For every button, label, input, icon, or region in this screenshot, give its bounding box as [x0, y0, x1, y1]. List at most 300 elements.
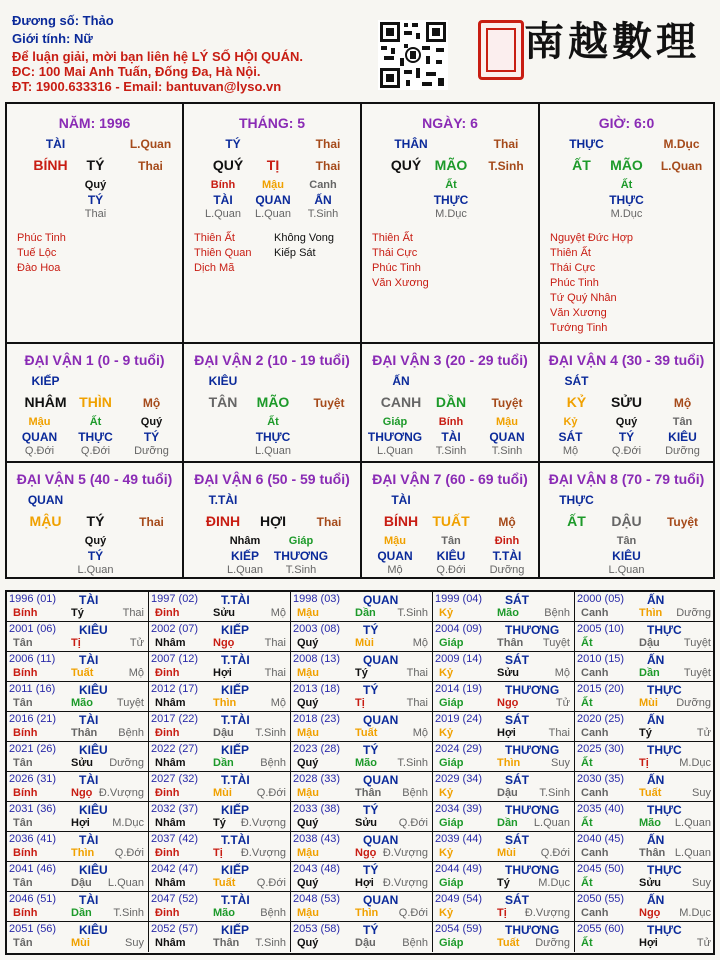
year-can: Quý: [297, 817, 319, 829]
year-can: Quý: [297, 637, 319, 649]
year-chi: Ngọ: [497, 697, 519, 709]
year-chi: Dần: [497, 817, 518, 829]
pillar-cell: [7, 104, 184, 344]
inauspicious-star: Kiếp Sát: [274, 247, 316, 259]
year-can: Canh: [581, 787, 609, 799]
year-star: ẤN: [647, 893, 665, 907]
hidden-can: Ất: [89, 416, 102, 428]
hidden-pos: T.Sinh: [285, 564, 317, 576]
pillar-cell: [540, 104, 713, 344]
dai-van-star: ẤN: [392, 374, 410, 388]
year-star: THƯƠNG: [505, 923, 560, 937]
year-cell: [575, 922, 715, 952]
year-label: 2018 (23): [293, 713, 341, 725]
year-can: Giáp: [439, 817, 464, 829]
pillar-ten-god: Thai: [315, 137, 341, 151]
hidden-can: Mậu: [496, 416, 518, 428]
year-chi: Mùi: [71, 937, 90, 949]
year-chi: Dậu: [71, 877, 92, 889]
year-label: 2009 (14): [435, 653, 483, 665]
year-cell: [149, 832, 291, 862]
year-can: Giáp: [439, 757, 464, 769]
dai-van-chi: DẦN: [435, 394, 467, 410]
year-cell: [291, 682, 433, 712]
year-label: 2000 (05): [577, 593, 625, 605]
year-cell: [291, 862, 433, 892]
year-cell: [7, 592, 149, 622]
address: ĐC: 100 Mai Anh Tuấn, Đống Đa, Hà Nội.: [12, 64, 261, 79]
year-can: Quý: [297, 877, 319, 889]
year-cell: [291, 622, 433, 652]
year-can: Bính: [13, 907, 38, 919]
dai-van-chi: THÌN: [79, 394, 112, 410]
year-chi: Hợi: [71, 817, 90, 829]
year-cell: [7, 712, 149, 742]
hidden-pos: L.Quan: [204, 208, 242, 220]
year-label: 2038 (43): [293, 833, 341, 845]
year-can: Quý: [297, 757, 319, 769]
year-cell: [149, 652, 291, 682]
hidden-star: THỰC: [609, 193, 644, 207]
year-star: TÀI: [79, 713, 99, 727]
year-star: KIẾP: [221, 923, 250, 937]
hidden-can: Ất: [620, 179, 633, 191]
year-label: 2055 (60): [577, 923, 625, 935]
year-position: Đ.Vượng: [240, 817, 286, 829]
hidden-can: Mậu: [384, 535, 406, 547]
year-position: L.Quan: [533, 817, 570, 829]
hidden-star: THƯƠNG: [273, 549, 329, 563]
year-can: Giáp: [439, 937, 464, 949]
year-can: Nhâm: [155, 697, 186, 709]
pillar-ten-god: M.Dục: [663, 137, 700, 151]
year-position: Suy: [692, 787, 711, 799]
pillar-star: THÂN: [394, 137, 428, 151]
year-chi: Mão: [213, 907, 235, 919]
dai-van-title: ĐẠI VẬN 2 (10 - 19 tuổi): [194, 352, 350, 368]
year-cell: [149, 622, 291, 652]
year-position: T.Sinh: [397, 607, 428, 619]
dai-van-star: THỰC: [559, 493, 594, 507]
year-label: 2041 (46): [9, 863, 57, 875]
dai-van-title: ĐẠI VẬN 3 (20 - 29 tuổi): [372, 352, 528, 368]
hidden-star: KIÊU: [668, 430, 697, 444]
year-star: ẤN: [647, 713, 665, 727]
year-star: T.TÀI: [221, 773, 250, 787]
year-label: 2007 (12): [151, 653, 199, 665]
year-chi: Mão: [639, 817, 661, 829]
year-position: Bệnh: [544, 607, 570, 619]
pillar-chi: TỊ: [266, 157, 280, 173]
year-position: L.Quan: [107, 877, 144, 889]
dai-van-can: ĐINH: [205, 513, 241, 529]
dai-van-cell: [362, 463, 540, 577]
year-position: Thai: [406, 697, 428, 709]
year-label: 2033 (38): [293, 803, 341, 815]
year-label: 2051 (56): [9, 923, 57, 935]
dai-van-chi: DẬU: [611, 513, 642, 529]
year-star: KIẾP: [221, 743, 250, 757]
dai-van-title: ĐẠI VẬN 6 (50 - 59 tuổi): [194, 471, 350, 487]
year-star: THỰC: [647, 743, 682, 757]
year-can: Đinh: [155, 667, 180, 679]
year-cell: [7, 892, 149, 922]
year-chi: Tị: [213, 847, 223, 859]
year-chi: Tý: [71, 607, 84, 619]
year-position: Dưỡng: [535, 937, 570, 949]
year-position: Q.Đới: [540, 847, 570, 859]
year-position: T.Sinh: [113, 907, 144, 919]
year-can: Đinh: [155, 607, 180, 619]
year-chi: Hợi: [355, 877, 374, 889]
year-position: Tuyệt: [542, 637, 570, 649]
year-can: Bính: [13, 607, 38, 619]
hidden-can: Giáp: [288, 535, 314, 547]
hidden-can: Mậu: [262, 179, 284, 191]
year-chi: Tị: [497, 907, 507, 919]
year-label: 2035 (40): [577, 803, 625, 815]
year-star: QUAN: [363, 653, 399, 667]
year-chi: Tý: [213, 817, 226, 829]
hidden-pos: Mộ: [562, 445, 579, 457]
year-can: Bính: [13, 787, 38, 799]
year-can: Nhâm: [155, 937, 186, 949]
pillar-ten-god: Thai: [493, 137, 519, 151]
dai-van-chi: TUẤT: [432, 513, 470, 529]
hidden-can: Bính: [438, 416, 464, 428]
year-position: Mộ: [554, 667, 570, 679]
year-star: ẤN: [647, 773, 665, 787]
dai-van-cell: [184, 463, 362, 577]
hidden-pos: Q.Đới: [24, 445, 55, 457]
pillar-chi: MÃO: [434, 157, 468, 173]
dai-van-pos: Mộ: [498, 515, 516, 529]
year-position: Suy: [692, 877, 711, 889]
year-chi: Sửu: [213, 607, 236, 619]
dai-van-chi: HỢI: [260, 513, 286, 529]
year-star: T.TÀI: [221, 653, 250, 667]
year-cell: [575, 892, 715, 922]
year-cell: [291, 592, 433, 622]
year-star: THỰC: [647, 923, 682, 937]
auspicious-star: Nguyệt Đức Hợp: [550, 232, 634, 244]
year-position: Thai: [406, 667, 428, 679]
dai-van-can: NHÂM: [24, 394, 67, 410]
year-position: T.Sinh: [397, 757, 428, 769]
year-can: Mậu: [297, 787, 319, 799]
pillar-cell: [184, 104, 362, 344]
year-star: SÁT: [505, 713, 529, 727]
year-chi: Ngọ: [355, 847, 377, 859]
year-cell: [7, 742, 149, 772]
year-can: Nhâm: [155, 877, 186, 889]
year-position: Mộ: [270, 697, 286, 709]
year-cell: [7, 922, 149, 952]
year-position: Dưỡng: [676, 607, 711, 619]
year-star: KIÊU: [79, 683, 108, 697]
hidden-can: Quý: [140, 416, 163, 428]
year-label: 2053 (58): [293, 923, 341, 935]
year-star: THỰC: [647, 683, 682, 697]
year-cell: [575, 622, 715, 652]
year-label: 2005 (10): [577, 623, 625, 635]
pillar-star: TÝ: [225, 137, 241, 151]
year-chi: Thìn: [497, 757, 521, 769]
dai-van-chi: TÝ: [86, 513, 105, 529]
year-cell: [7, 802, 149, 832]
year-chi: Tý: [497, 877, 510, 889]
hidden-pos: Mộ: [387, 564, 403, 576]
year-star: THƯƠNG: [505, 743, 560, 757]
year-chi: Sửu: [497, 667, 520, 679]
year-position: Thai: [122, 607, 144, 619]
contact-invite: Để luận giải, mời bạn liên hệ LÝ SỐ HỘI QUÁN.: [12, 49, 303, 64]
year-position: Suy: [125, 937, 144, 949]
year-can: Kỷ: [439, 847, 454, 859]
year-can: Đinh: [155, 727, 180, 739]
dai-van-title: ĐẠI VẬN 1 (0 - 9 tuổi): [24, 352, 165, 368]
year-position: Đ.Vượng: [382, 847, 428, 859]
year-label: 2003 (08): [293, 623, 341, 635]
dai-van-can: MẬU: [29, 513, 62, 529]
year-position: Q.Đới: [256, 877, 286, 889]
year-position: Bệnh: [260, 757, 286, 769]
year-position: Tuyệt: [683, 637, 711, 649]
annual-luck-grid: [5, 590, 715, 955]
year-label: 2002 (07): [151, 623, 199, 635]
auspicious-star: Phúc Tinh: [372, 262, 421, 274]
hidden-can: Tân: [441, 535, 461, 547]
dai-van-can: BÍNH: [383, 513, 419, 529]
year-star: ẤN: [647, 833, 665, 847]
pillar-can: BÍNH: [33, 157, 68, 173]
year-label: 2021 (26): [9, 743, 57, 755]
year-chi: Ngọ: [71, 787, 93, 799]
dai-van-title: ĐẠI VẬN 7 (60 - 69 tuổi): [372, 471, 528, 487]
year-star: THƯƠNG: [505, 863, 560, 877]
year-label: 2006 (11): [9, 653, 56, 665]
year-label: 2020 (25): [577, 713, 625, 725]
hidden-pos: T.Sinh: [491, 445, 523, 457]
year-chi: Thìn: [639, 607, 663, 619]
year-star: ẤN: [647, 653, 665, 667]
year-star: QUAN: [363, 773, 399, 787]
hidden-star: QUAN: [377, 549, 413, 563]
year-chi: Tý: [355, 667, 368, 679]
year-cell: [575, 862, 715, 892]
year-star: ẤN: [647, 593, 665, 607]
year-position: Mộ: [128, 667, 144, 679]
year-chi: Thìn: [355, 907, 379, 919]
year-cell: [291, 802, 433, 832]
year-cell: [433, 622, 575, 652]
year-star: KIÊU: [79, 623, 108, 637]
hidden-pos: L.Quan: [254, 445, 292, 457]
year-chi: Tuất: [355, 727, 378, 739]
hidden-star: TÝ: [87, 549, 104, 563]
year-cell: [575, 682, 715, 712]
year-cell: [433, 892, 575, 922]
year-label: 2015 (20): [577, 683, 625, 695]
dai-van-chi: SỬU: [610, 394, 643, 410]
year-can: Ất: [581, 697, 593, 709]
pillar-can: QUÝ: [212, 157, 244, 173]
year-cell: [575, 742, 715, 772]
year-cell: [433, 592, 575, 622]
year-chi: Mão: [355, 757, 377, 769]
year-label: 1996 (01): [9, 593, 57, 605]
year-cell: [7, 832, 149, 862]
year-cell: [149, 592, 291, 622]
hidden-star: QUAN: [21, 430, 58, 444]
auspicious-star: Tướng Tinh: [550, 322, 608, 334]
year-can: Kỷ: [439, 607, 454, 619]
year-can: Bính: [13, 667, 38, 679]
year-label: 2046 (51): [9, 893, 57, 905]
year-label: 2054 (59): [435, 923, 483, 935]
year-cell: [7, 862, 149, 892]
year-position: T.Sinh: [255, 937, 286, 949]
year-star: TÀI: [79, 593, 99, 607]
dai-van-can: ẤT: [567, 513, 586, 529]
year-chi: Ngọ: [213, 637, 235, 649]
year-chi: Dần: [213, 757, 234, 769]
year-label: 2013 (18): [293, 683, 341, 695]
year-position: T.Sinh: [539, 787, 570, 799]
hidden-star: SÁT: [558, 430, 583, 444]
year-can: Quý: [297, 937, 319, 949]
year-can: Tân: [13, 817, 33, 829]
auspicious-star: Thiên Ất: [194, 232, 235, 244]
hidden-can: Đinh: [494, 535, 520, 547]
year-position: Suy: [551, 757, 570, 769]
pillar-can-god: L.Quan: [660, 159, 703, 173]
year-label: 2019 (24): [435, 713, 483, 725]
year-position: M.Dục: [538, 877, 570, 889]
year-can: Bính: [13, 727, 38, 739]
year-label: 2024 (29): [435, 743, 483, 755]
year-chi: Ngọ: [639, 907, 661, 919]
hidden-star: TÝ: [87, 193, 104, 207]
year-cell: [149, 922, 291, 952]
year-label: 2004 (09): [435, 623, 483, 635]
year-position: Đ.Vượng: [240, 847, 286, 859]
year-star: KIÊU: [79, 923, 108, 937]
pillar-can: QUÝ: [390, 157, 422, 173]
year-can: Canh: [581, 907, 609, 919]
hidden-star: T.TÀI: [492, 549, 522, 563]
year-position: T.Sinh: [255, 727, 286, 739]
dai-van-pos: Tuyệt: [666, 515, 699, 529]
year-star: KIÊU: [79, 743, 108, 757]
year-position: Q.Đới: [398, 907, 428, 919]
year-chi: Hợi: [497, 727, 516, 739]
hidden-star: TÀI: [213, 193, 233, 207]
auspicious-star: Dịch Mã: [194, 262, 235, 274]
year-label: 2042 (47): [151, 863, 199, 875]
year-label: 2047 (52): [151, 893, 199, 905]
hidden-star: KIÊU: [612, 549, 641, 563]
hidden-star: TÝ: [143, 430, 160, 444]
year-chi: Sửu: [355, 817, 378, 829]
year-label: 2012 (17): [151, 683, 199, 695]
year-can: Mậu: [297, 847, 319, 859]
year-can: Tân: [13, 877, 33, 889]
year-label: 2050 (55): [577, 893, 625, 905]
dai-van-star: QUAN: [27, 493, 64, 507]
year-chi: Mão: [497, 607, 519, 619]
year-can: Canh: [581, 607, 609, 619]
dai-van-pos: Mộ: [142, 396, 161, 410]
hidden-pos: Dưỡng: [665, 445, 700, 457]
pillar-can-god: Thai: [315, 159, 341, 173]
year-chi: Thân: [213, 937, 240, 949]
year-chi: Dậu: [213, 727, 234, 739]
year-can: Ất: [581, 877, 593, 889]
year-label: 2027 (32): [151, 773, 199, 785]
auspicious-star: Đào Hoa: [17, 262, 61, 274]
year-star: TÀI: [79, 833, 99, 847]
year-cell: [433, 682, 575, 712]
year-position: L.Quan: [674, 847, 711, 859]
year-position: M.Dục: [679, 907, 711, 919]
year-cell: [433, 862, 575, 892]
year-position: Dưỡng: [676, 697, 711, 709]
year-star: THỰC: [647, 803, 682, 817]
year-star: SÁT: [505, 893, 529, 907]
year-position: Thai: [548, 727, 570, 739]
year-label: 2016 (21): [9, 713, 57, 725]
year-chi: Dần: [355, 607, 376, 619]
hidden-can: Canh: [309, 179, 337, 191]
year-chi: Dậu: [355, 937, 376, 949]
year-cell: [149, 862, 291, 892]
year-position: Đ.Vượng: [382, 877, 428, 889]
red-seal-icon: [478, 20, 524, 80]
hidden-pos: Q.Đới: [80, 445, 111, 457]
year-can: Ất: [581, 817, 593, 829]
year-chi: Dần: [639, 667, 660, 679]
dai-van-cell: [540, 463, 713, 577]
year-can: Canh: [581, 847, 609, 859]
dai-van-star: SÁT: [564, 374, 589, 388]
dai-van-pos: Tuyệt: [313, 396, 345, 410]
year-star: KIẾP: [221, 803, 250, 817]
dai-van-title: ĐẠI VẬN 5 (40 - 49 tuổi): [16, 471, 173, 487]
year-star: KIẾP: [221, 623, 250, 637]
year-cell: [291, 742, 433, 772]
hidden-can: Giáp: [382, 416, 408, 428]
year-chi: Mão: [71, 697, 93, 709]
pillar-can-god: Thai: [138, 159, 163, 173]
auspicious-star: Thái Cực: [372, 247, 418, 259]
year-chi: Mùi: [355, 637, 374, 649]
year-can: Kỷ: [439, 907, 454, 919]
hidden-can: Nhâm: [229, 535, 261, 547]
year-position: Tử: [696, 727, 711, 739]
year-chi: Tuất: [213, 877, 236, 889]
year-position: Đ.Vượng: [98, 787, 144, 799]
year-star: TÀI: [79, 653, 99, 667]
year-label: 2029 (34): [435, 773, 483, 785]
year-position: Tử: [129, 637, 144, 649]
gender: Giới tính: Nữ: [12, 31, 93, 46]
year-star: TÝ: [363, 623, 379, 637]
year-label: 2044 (49): [435, 863, 483, 875]
year-cell: [575, 652, 715, 682]
hidden-pos: T.Sinh: [435, 445, 467, 457]
year-star: T.TÀI: [221, 893, 250, 907]
